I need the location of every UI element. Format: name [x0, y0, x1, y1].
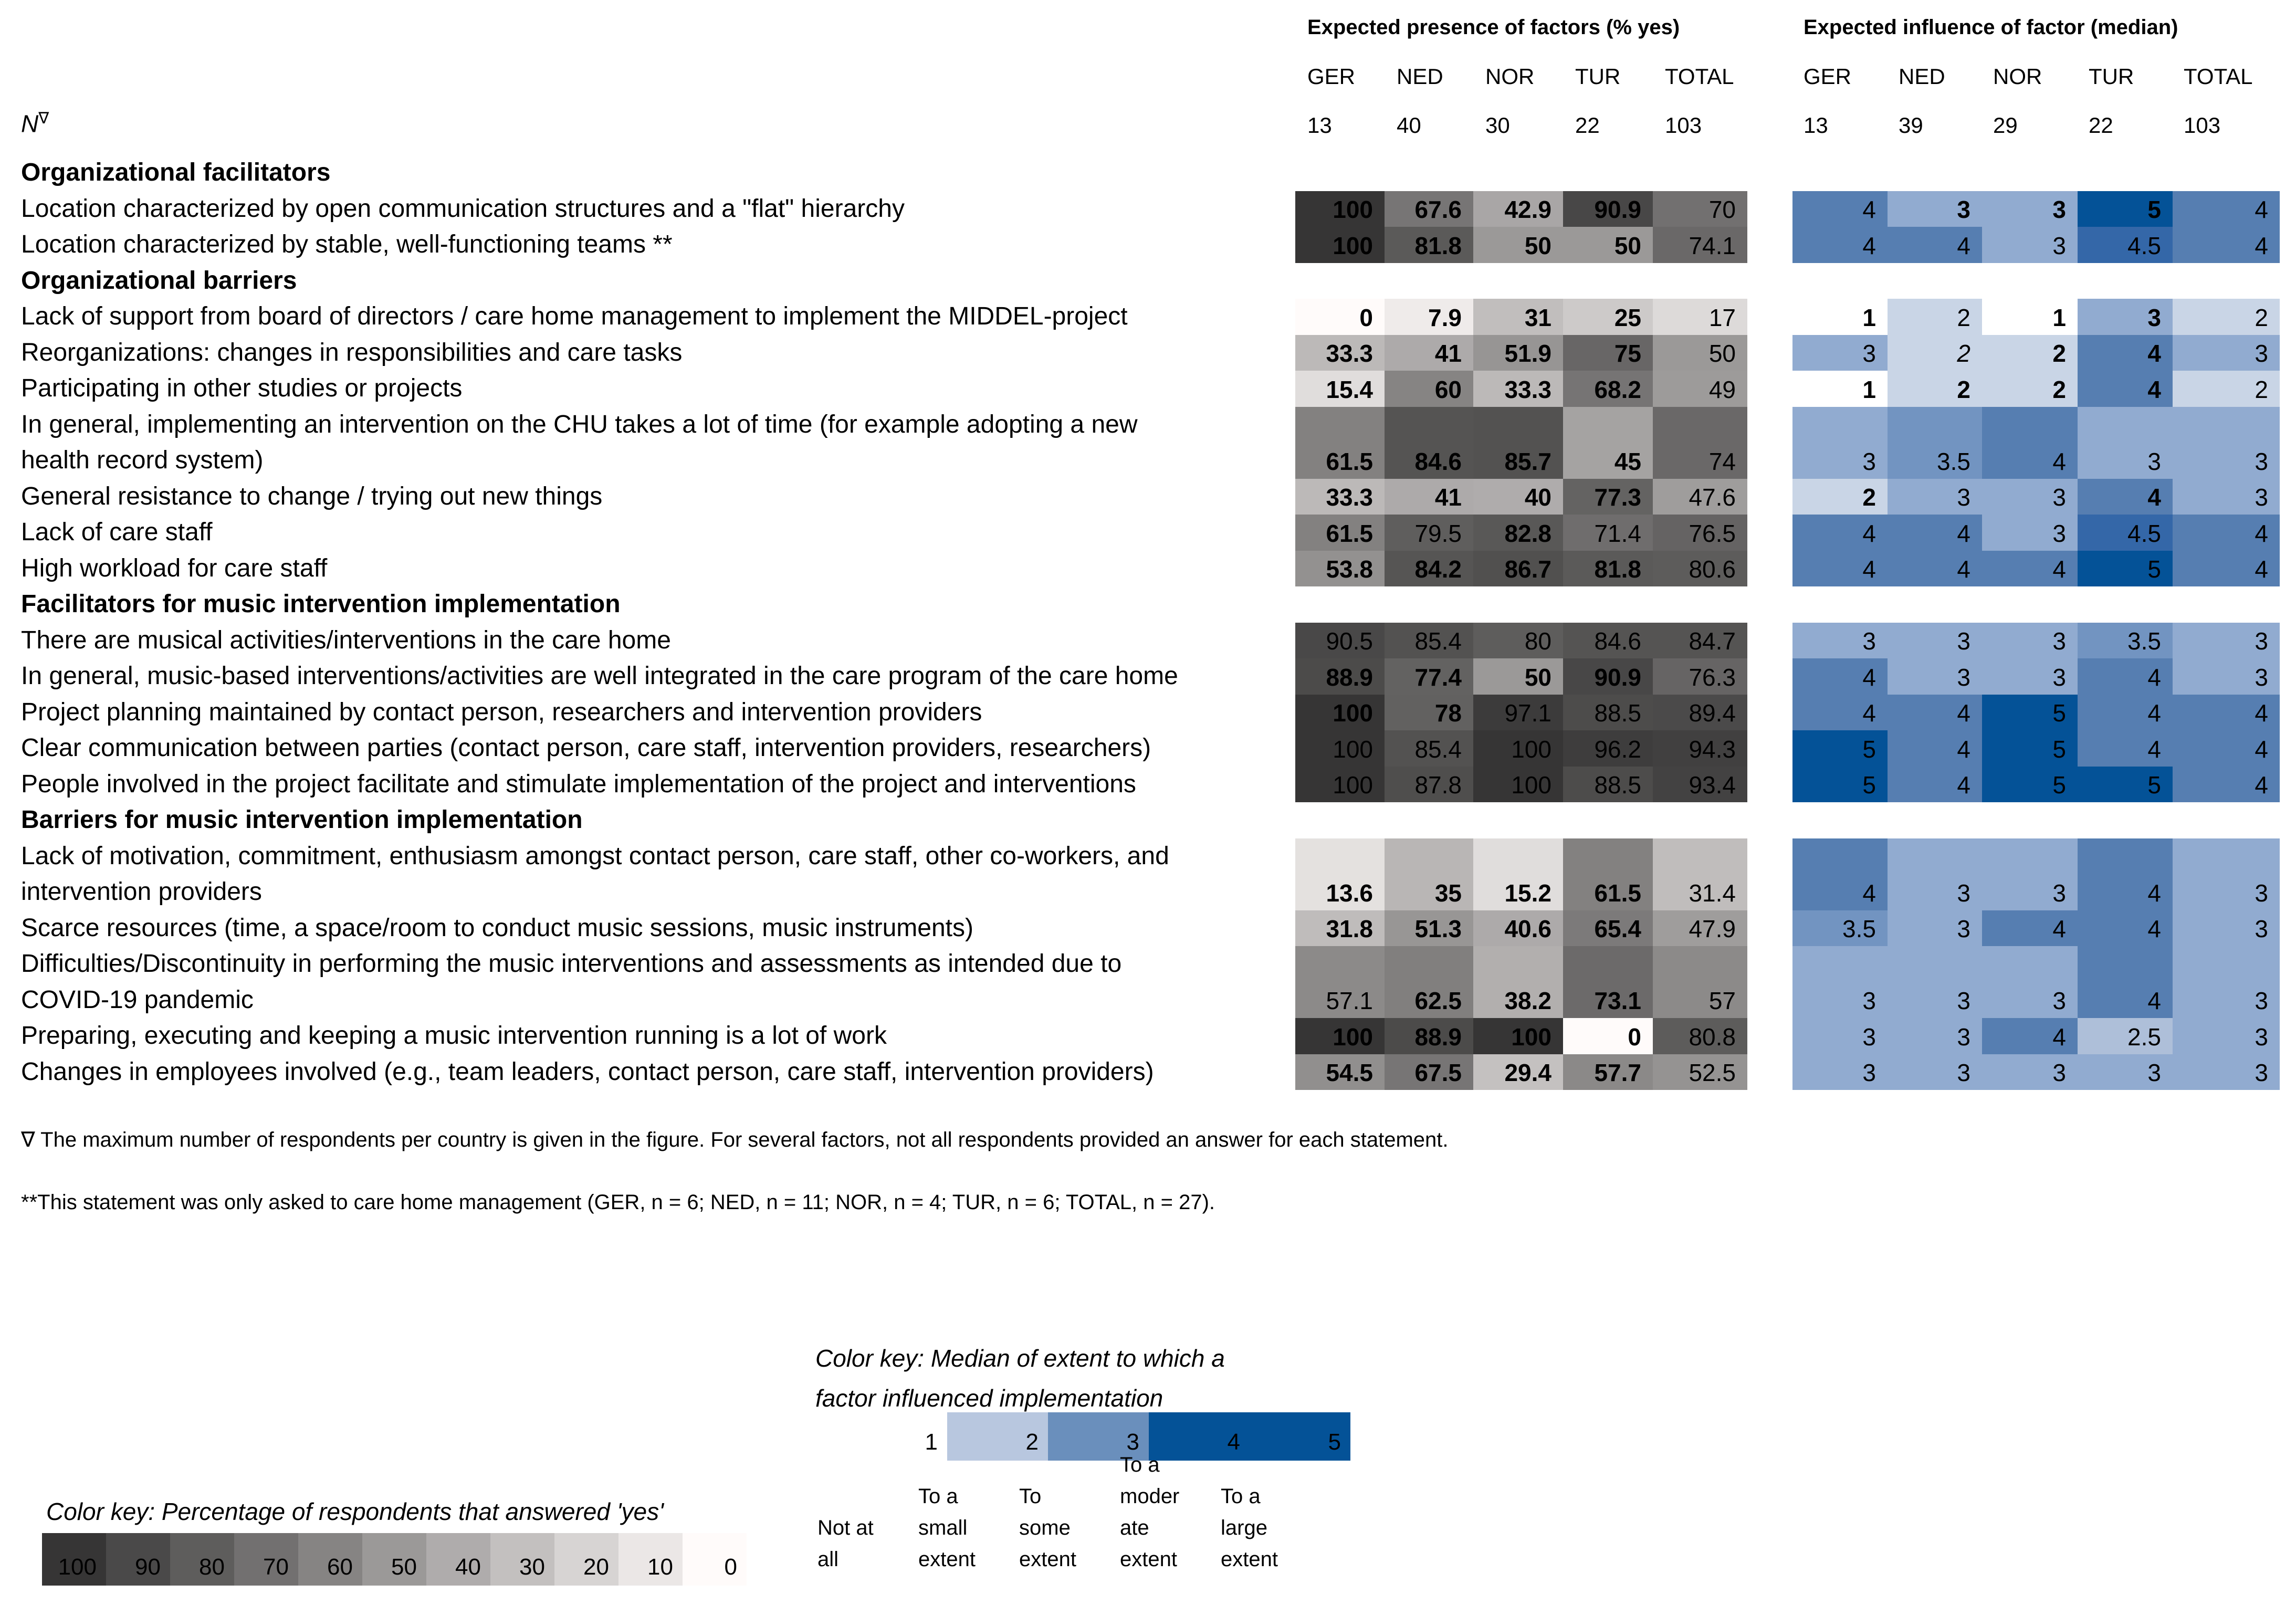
influence-cell: 2.5 [2078, 1018, 2173, 1054]
influence-key-description: extent [1120, 1548, 1177, 1571]
presence-cell: 57.1 [1295, 946, 1385, 1018]
influence-cell: 2 [1982, 371, 2078, 407]
influence-cell: 3 [2173, 910, 2280, 947]
influence-cell: 4 [1888, 551, 1982, 587]
n-letter: N [21, 110, 39, 138]
influence-key-title: Color key: Median of extent to which a [815, 1345, 1225, 1372]
influence-cell: 3 [1982, 838, 2078, 910]
presence-cell: 97.1 [1473, 695, 1563, 731]
presence-cell: 50 [1563, 227, 1653, 263]
presence-cell: 61.5 [1295, 515, 1385, 551]
presence-cell: 80 [1473, 623, 1563, 659]
influence-cell: 4 [2173, 227, 2280, 263]
presence-cell: 85.4 [1385, 623, 1473, 659]
influence-cell: 3.5 [1792, 910, 1888, 947]
influence-cell: 2 [1888, 335, 1982, 371]
presence-key-swatch: 80 [170, 1533, 234, 1586]
influence-cell: 3 [2173, 407, 2280, 479]
influence-cell: 5 [1982, 730, 2078, 767]
factor-label: Lack of support from board of directors / care home management to implement the MIDDEL-project [21, 302, 1128, 330]
influence-key-description: To a [1120, 1453, 1160, 1476]
presence-n-value: 103 [1665, 113, 1702, 138]
presence-cell: 33.3 [1295, 335, 1385, 371]
presence-cell: 100 [1295, 767, 1385, 803]
presence-cell: 51.3 [1385, 910, 1473, 947]
influence-col-header: GER [1804, 64, 1852, 89]
presence-cell: 84.6 [1385, 407, 1473, 479]
presence-cell: 29.4 [1473, 1054, 1563, 1090]
influence-cell: 3 [2078, 299, 2173, 335]
influence-cell: 3 [1792, 1018, 1888, 1054]
presence-cell: 100 [1473, 767, 1563, 803]
influence-n-value: 103 [2184, 113, 2221, 138]
presence-cell: 35 [1385, 838, 1473, 910]
influence-cell: 3 [1792, 407, 1888, 479]
presence-cell: 33.3 [1473, 371, 1563, 407]
factor-label: In general, implementing an intervention on the CHU takes a lot of time (for example adopting a new [21, 410, 1138, 438]
presence-cell: 41 [1385, 479, 1473, 515]
influence-key-description: To a [918, 1485, 958, 1508]
influence-cell: 4 [1982, 407, 2078, 479]
influence-cell: 3 [1982, 946, 2078, 1018]
presence-cell: 13.6 [1295, 838, 1385, 910]
influence-cell: 3 [1982, 1054, 2078, 1090]
influence-cell: 3 [1982, 479, 2078, 515]
influence-cell: 4 [1888, 515, 1982, 551]
presence-cell: 77.3 [1563, 479, 1653, 515]
influence-cell: 5 [2078, 191, 2173, 227]
section-heading: Organizational facilitators [21, 159, 331, 186]
influence-cell: 3 [2078, 407, 2173, 479]
influence-cell: 3 [1792, 946, 1888, 1018]
influence-key-swatch: 3 [1048, 1412, 1149, 1461]
influence-cell: 4 [1792, 551, 1888, 587]
influence-cell: 4 [2078, 335, 2173, 371]
influence-cell: 5 [1982, 767, 2078, 803]
influence-cell: 3 [1888, 910, 1982, 947]
presence-cell: 85.7 [1473, 407, 1563, 479]
influence-n-value: 29 [1993, 113, 2018, 138]
influence-cell: 2 [1888, 299, 1982, 335]
influence-cell: 2 [2173, 371, 2280, 407]
influence-cell: 4.5 [2078, 515, 2173, 551]
influence-cell: 3 [1888, 946, 1982, 1018]
influence-cell: 3 [1982, 227, 2078, 263]
presence-cell: 81.8 [1385, 227, 1473, 263]
influence-key-description: all [817, 1548, 839, 1571]
presence-cell: 90.9 [1563, 191, 1653, 227]
presence-cell: 62.5 [1385, 946, 1473, 1018]
presence-cell: 75 [1563, 335, 1653, 371]
influence-cell: 4 [2078, 658, 2173, 695]
presence-cell: 52.5 [1653, 1054, 1747, 1090]
presence-cell: 87.8 [1385, 767, 1473, 803]
presence-cell: 76.3 [1653, 658, 1747, 695]
presence-cell: 86.7 [1473, 551, 1563, 587]
factor-label: General resistance to change / trying out new things [21, 482, 603, 510]
influence-cell: 1 [1982, 299, 2078, 335]
presence-cell: 100 [1295, 191, 1385, 227]
presence-cell: 57 [1653, 946, 1747, 1018]
presence-cell: 100 [1295, 730, 1385, 767]
influence-key-description: some [1019, 1516, 1071, 1539]
influence-cell: 4 [2078, 838, 2173, 910]
influence-cell: 1 [1792, 299, 1888, 335]
influence-cell: 4 [2173, 730, 2280, 767]
presence-cell: 61.5 [1563, 838, 1653, 910]
presence-cell: 38.2 [1473, 946, 1563, 1018]
n-label [21, 109, 49, 138]
influence-cell: 4 [2173, 551, 2280, 587]
influence-key-description: large [1221, 1516, 1267, 1539]
presence-cell: 85.4 [1385, 730, 1473, 767]
influence-cell: 4 [2078, 910, 2173, 947]
factor-label: There are musical activities/interventions in the care home [21, 626, 671, 654]
presence-cell: 100 [1295, 695, 1385, 731]
influence-cell: 3 [1982, 658, 2078, 695]
presence-cell: 73.1 [1563, 946, 1653, 1018]
presence-key-swatch: 20 [554, 1533, 618, 1586]
presence-n-value: 13 [1307, 113, 1332, 138]
factor-label: Difficulties/Discontinuity in performing the music interventions and assessments as intended due to [21, 950, 1122, 978]
presence-cell: 51.9 [1473, 335, 1563, 371]
section-heading: Organizational barriers [21, 266, 297, 295]
presence-cell: 84.7 [1653, 623, 1747, 659]
presence-key-swatch: 90 [106, 1533, 170, 1586]
presence-cell: 68.2 [1563, 371, 1653, 407]
influence-cell: 3 [2173, 838, 2280, 910]
influence-cell: 3 [1792, 1054, 1888, 1090]
influence-cell: 4 [1792, 695, 1888, 731]
influence-col-header: TUR [2089, 64, 2134, 89]
presence-key-swatch: 60 [298, 1533, 362, 1586]
presence-cell: 82.8 [1473, 515, 1563, 551]
influence-cell: 3 [1982, 623, 2078, 659]
factor-label: High workload for care staff [21, 554, 328, 582]
influence-cell: 4.5 [2078, 227, 2173, 263]
presence-cell: 41 [1385, 335, 1473, 371]
influence-cell: 3 [2173, 479, 2280, 515]
presence-cell: 31.4 [1653, 838, 1747, 910]
presence-title: Expected presence of factors (% yes) [1307, 16, 1680, 39]
factor-label: Clear communication between parties (contact person, care staff, intervention providers, researchers) [21, 734, 1151, 762]
factor-label: COVID-19 pandemic [21, 985, 254, 1014]
presence-cell: 70 [1653, 191, 1747, 227]
nabla-superscript: ∇ [38, 110, 49, 127]
presence-cell: 89.4 [1653, 695, 1747, 731]
presence-cell: 81.8 [1563, 551, 1653, 587]
factor-label: Lack of motivation, commitment, enthusiasm amongst contact person, care staff, other co-workers, and [21, 842, 1169, 870]
factor-label: Changes in employees involved (e.g., team leaders, contact person, care staff, intervention providers) [21, 1057, 1154, 1086]
presence-cell: 50 [1473, 658, 1563, 695]
presence-cell: 78 [1385, 695, 1473, 731]
presence-cell: 50 [1653, 335, 1747, 371]
influence-key-description: extent [1019, 1548, 1076, 1571]
influence-cell: 3.5 [1888, 407, 1982, 479]
influence-cell: 4 [1982, 551, 2078, 587]
presence-key-swatch: 30 [490, 1533, 554, 1586]
presence-cell: 40 [1473, 479, 1563, 515]
influence-key-description: Not at [817, 1516, 874, 1539]
presence-cell: 31 [1473, 299, 1563, 335]
presence-cell: 79.5 [1385, 515, 1473, 551]
presence-cell: 100 [1473, 1018, 1563, 1054]
influence-key-swatch: 2 [947, 1412, 1048, 1461]
influence-cell: 3 [2173, 1018, 2280, 1054]
influence-cell: 4 [1792, 515, 1888, 551]
influence-cell: 4 [1792, 658, 1888, 695]
presence-cell: 15.2 [1473, 838, 1563, 910]
influence-n-value: 22 [2089, 113, 2113, 138]
influence-cell: 3 [2078, 1054, 2173, 1090]
factor-label: Preparing, executing and keeping a music intervention running is a lot of work [21, 1022, 887, 1050]
influence-cell: 3 [2173, 946, 2280, 1018]
factor-label: health record system) [21, 446, 264, 474]
influence-cell: 3 [2173, 658, 2280, 695]
influence-cell: 5 [1982, 695, 2078, 731]
presence-cell: 88.9 [1385, 1018, 1473, 1054]
section-heading: Facilitators for music intervention implementation [21, 590, 621, 618]
presence-n-value: 22 [1575, 113, 1600, 138]
presence-cell: 77.4 [1385, 658, 1473, 695]
presence-cell: 45 [1563, 407, 1653, 479]
factor-label: People involved in the project facilitate and stimulate implementation of the project and interventions [21, 770, 1136, 798]
influence-cell: 5 [2078, 767, 2173, 803]
influence-cell: 3 [1792, 335, 1888, 371]
presence-cell: 80.6 [1653, 551, 1747, 587]
presence-key-swatch: 100 [42, 1533, 106, 1586]
influence-cell: 4 [2173, 191, 2280, 227]
presence-cell: 49 [1653, 371, 1747, 407]
influence-cell: 3 [1982, 515, 2078, 551]
influence-col-header: TOTAL [2184, 64, 2253, 89]
presence-cell: 74 [1653, 407, 1747, 479]
factor-label: Location characterized by stable, well-functioning teams ** [21, 230, 673, 258]
presence-cell: 80.8 [1653, 1018, 1747, 1054]
influence-cell: 3 [1792, 623, 1888, 659]
influence-key-description: extent [918, 1548, 976, 1571]
influence-cell: 1 [1792, 371, 1888, 407]
influence-cell: 4 [1982, 1018, 2078, 1054]
presence-cell: 57.7 [1563, 1054, 1653, 1090]
influence-cell: 3 [2173, 335, 2280, 371]
influence-cell: 4 [1888, 730, 1982, 767]
influence-cell: 3.5 [2078, 623, 2173, 659]
presence-cell: 54.5 [1295, 1054, 1385, 1090]
presence-cell: 74.1 [1653, 227, 1747, 263]
influence-n-value: 13 [1804, 113, 1828, 138]
factor-label: Lack of care staff [21, 518, 213, 546]
influence-key-description: To [1019, 1485, 1042, 1508]
influence-cell: 3 [2173, 1054, 2280, 1090]
influence-cell: 3 [1888, 191, 1982, 227]
presence-key-swatch: 50 [362, 1533, 426, 1586]
influence-cell: 4 [2173, 695, 2280, 731]
influence-cell: 4 [2173, 515, 2280, 551]
influence-cell: 5 [1792, 767, 1888, 803]
presence-key-swatch: 0 [683, 1533, 747, 1586]
footnote-nabla: ∇ The maximum number of respondents per country is given in the figure. For several factors, not all respondents provided an answer for each statement. [21, 1128, 1449, 1151]
presence-cell: 60 [1385, 371, 1473, 407]
influence-col-header: NOR [1993, 64, 2042, 89]
presence-cell: 25 [1563, 299, 1653, 335]
presence-n-value: 40 [1397, 113, 1421, 138]
influence-cell: 4 [1982, 910, 2078, 947]
influence-cell: 3 [1888, 838, 1982, 910]
presence-cell: 61.5 [1295, 407, 1385, 479]
presence-key-title: Color key: Percentage of respondents that answered 'yes' [46, 1498, 664, 1525]
presence-key-swatch: 10 [618, 1533, 683, 1586]
factor-label: Participating in other studies or projects [21, 374, 463, 402]
presence-cell: 90.5 [1295, 623, 1385, 659]
presence-cell: 90.9 [1563, 658, 1653, 695]
influence-key-description: small [918, 1516, 968, 1539]
influence-cell: 3 [1888, 479, 1982, 515]
presence-cell: 67.6 [1385, 191, 1473, 227]
presence-cell: 15.4 [1295, 371, 1385, 407]
presence-cell: 76.5 [1653, 515, 1747, 551]
presence-key-swatch: 40 [426, 1533, 490, 1586]
presence-cell: 84.6 [1563, 623, 1653, 659]
presence-cell: 50 [1473, 227, 1563, 263]
influence-cell: 2 [2173, 299, 2280, 335]
factor-label: In general, music-based interventions/activities are well integrated in the care program of the care home [21, 662, 1178, 690]
factor-label: Project planning maintained by contact person, researchers and intervention providers [21, 698, 982, 726]
factor-label: intervention providers [21, 878, 262, 906]
presence-cell: 53.8 [1295, 551, 1385, 587]
influence-cell: 4 [1888, 227, 1982, 263]
influence-key-description: To a [1221, 1485, 1261, 1508]
presence-cell: 7.9 [1385, 299, 1473, 335]
presence-cell: 88.9 [1295, 658, 1385, 695]
presence-cell: 33.3 [1295, 479, 1385, 515]
presence-cell: 84.2 [1385, 551, 1473, 587]
influence-cell: 3 [2173, 623, 2280, 659]
influence-key-title: factor influenced implementation [815, 1384, 1163, 1412]
presence-cell: 93.4 [1653, 767, 1747, 803]
influence-key-swatch: 1 [846, 1412, 947, 1461]
influence-cell: 5 [2078, 551, 2173, 587]
influence-cell: 4 [1792, 227, 1888, 263]
presence-cell: 65.4 [1563, 910, 1653, 947]
presence-col-header: TOTAL [1665, 64, 1734, 89]
presence-cell: 0 [1295, 299, 1385, 335]
presence-cell: 40.6 [1473, 910, 1563, 947]
influence-cell: 3 [1888, 1018, 1982, 1054]
presence-col-header: GER [1307, 64, 1356, 89]
presence-n-value: 30 [1485, 113, 1510, 138]
influence-cell: 4 [1792, 838, 1888, 910]
influence-cell: 4 [2078, 946, 2173, 1018]
presence-key-swatch: 70 [234, 1533, 298, 1586]
influence-cell: 3 [1888, 623, 1982, 659]
presence-cell: 88.5 [1563, 767, 1653, 803]
influence-cell: 3 [1982, 191, 2078, 227]
influence-cell: 4 [2078, 695, 2173, 731]
presence-cell: 100 [1473, 730, 1563, 767]
influence-key-swatch: 4 [1149, 1412, 1250, 1461]
influence-key-description: moder [1120, 1485, 1180, 1508]
presence-col-header: NOR [1485, 64, 1535, 89]
presence-cell: 67.5 [1385, 1054, 1473, 1090]
influence-cell: 4 [1888, 695, 1982, 731]
influence-title: Expected influence of factor (median) [1804, 16, 2178, 39]
influence-n-value: 39 [1899, 113, 1923, 138]
presence-cell: 0 [1563, 1018, 1653, 1054]
presence-cell: 94.3 [1653, 730, 1747, 767]
influence-cell: 4 [1792, 191, 1888, 227]
presence-cell: 96.2 [1563, 730, 1653, 767]
presence-col-header: TUR [1575, 64, 1621, 89]
factor-label: Reorganizations: changes in responsibilities and care tasks [21, 338, 683, 366]
influence-cell: 4 [1888, 767, 1982, 803]
presence-cell: 42.9 [1473, 191, 1563, 227]
influence-cell: 3 [1888, 658, 1982, 695]
influence-cell: 4 [2173, 767, 2280, 803]
influence-key-description: extent [1221, 1548, 1278, 1571]
footnote-management: **This statement was only asked to care home management (GER, n = 6; NED, n = 11; NOR, n = 4; TUR, n = 6; TOTAL, n = 27). [21, 1191, 1215, 1214]
influence-cell: 2 [1888, 371, 1982, 407]
presence-cell: 47.6 [1653, 479, 1747, 515]
presence-cell: 100 [1295, 227, 1385, 263]
factor-label: Location characterized by open communication structures and a "flat" hierarchy [21, 194, 905, 223]
presence-cell: 47.9 [1653, 910, 1747, 947]
influence-col-header: NED [1899, 64, 1945, 89]
influence-cell: 4 [2078, 730, 2173, 767]
influence-cell: 2 [1792, 479, 1888, 515]
presence-cell: 100 [1295, 1018, 1385, 1054]
influence-cell: 3 [1888, 1054, 1982, 1090]
presence-cell: 71.4 [1563, 515, 1653, 551]
influence-key-description: ate [1120, 1516, 1149, 1539]
presence-cell: 17 [1653, 299, 1747, 335]
influence-cell: 5 [1792, 730, 1888, 767]
factor-label: Scarce resources (time, a space/room to conduct music sessions, music instruments) [21, 914, 973, 942]
presence-cell: 31.8 [1295, 910, 1385, 947]
influence-cell: 2 [1982, 335, 2078, 371]
presence-col-header: NED [1397, 64, 1443, 89]
influence-cell: 4 [2078, 371, 2173, 407]
section-heading: Barriers for music intervention implementation [21, 806, 583, 834]
presence-cell: 88.5 [1563, 695, 1653, 731]
influence-key-swatch: 5 [1250, 1412, 1350, 1461]
influence-cell: 4 [2078, 479, 2173, 515]
